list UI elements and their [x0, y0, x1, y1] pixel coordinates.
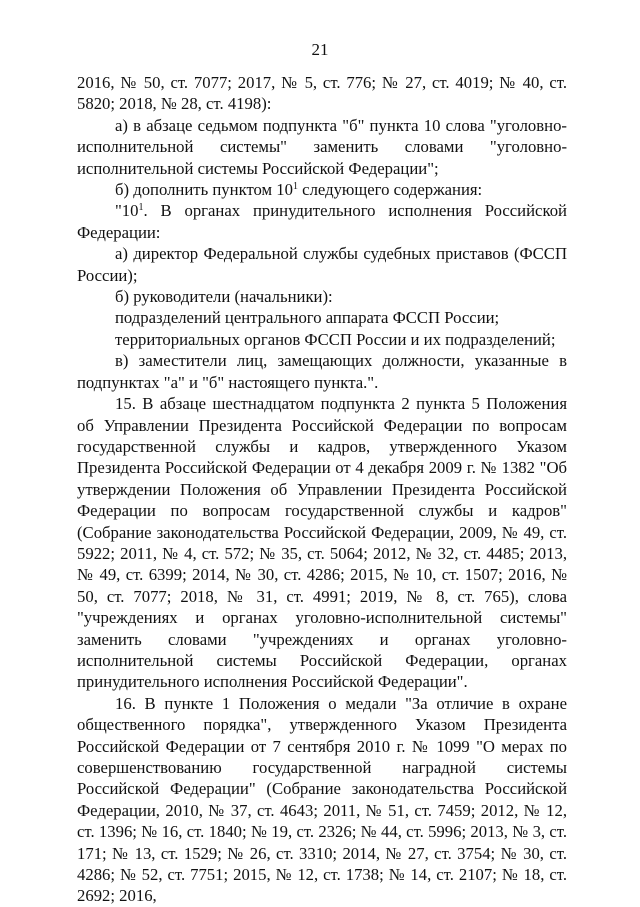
- paragraph-item-b: [77, 179, 567, 200]
- paragraph-subitem-a: а) директор Федеральной службы судебных приставов (ФССП России);: [77, 244, 567, 285]
- paragraph-subitem-c: в) заместители лиц, замещающих должности, указанные в подпунктах "а" и "б" настоящего пункта.".: [77, 351, 567, 392]
- paragraph-subitem-b-1: подразделений центрального аппарата ФССП России;: [115, 308, 500, 328]
- paragraph-point-10-1: [77, 200, 567, 243]
- paragraph-subitem-b-2: территориальных органов ФССП России и их подразделений;: [115, 329, 556, 349]
- paragraph-item-a: а) в абзаце седьмом подпункта "б" пункта 10 слова "уголовно-исполнительной системы" заменить словами "уголовно-исполнительной системы Российской Федерации";: [77, 115, 567, 178]
- document-body: [77, 72, 567, 907]
- superscript: 1: [138, 202, 144, 214]
- paragraph-16: 16. В пункте 1 Положения о медали "За отличие в охране общественного порядка", утвержденного Указом Президента Российской Федерации от 7 сентября 2010 г. № 1099 "О мерах по совершенствованию государственной наградной системы Российской Федерации" (Собрание законодательства Российской Федерации, 2010, № 37, ст. 4643; 2011, № 51, ст. 7459; 2012, № 12, ст. 1396; № 16, ст. 1840; № 19, ст. 2326; № 44, ст. 5996; 2013, № 3, ст. 171; № 13, ст. 1529; № 26, ст. 3310; 2014, № 27, ст. 3754; № 30, ст. 4286; № 52, ст. 7751; 2015, № 12, ст. 1738; № 14, ст. 2107; № 18, ст. 2692; 2016,: [77, 693, 567, 906]
- paragraph-text: . В органах принудительного исполнения Российской Федерации:: [77, 201, 567, 242]
- paragraph-text: следующего содержания:: [297, 180, 483, 200]
- paragraph-subitem-b: б) руководители (начальники):: [115, 287, 333, 307]
- paragraph-15: 15. В абзаце шестнадцатом подпункта 2 пункта 5 Положения об Управлении Президента Российской Федерации по вопросам государственной службы и кадров, утвержденного Указом Президента Российской Федерации от 4 декабря 2009 г. № 1382 "Об утверждении Положения об Управлении Президента Российской Федерации по вопросам государственной службы и кадров" (Собрание законодательства Российской Федерации, 2009, № 49, ст. 5922; 2011, № 4, ст. 572; № 35, ст. 5064; 2012, № 32, ст. 4485; 2013, № 49, ст. 6399; 2014, № 30, ст. 4286; 2015, № 10, ст. 1507; 2016, № 50, ст. 7077; 2018, № 31, ст. 4991; 2019, № 8, ст. 765), слова "учреждениях и органах уголовно-исполнительной системы" заменить словами "учреждениях и органах уголовно-исполнительной системы Российской Федерации, органах принудительного исполнения Российской Федерации".: [77, 394, 567, 692]
- paragraph-text: б) дополнить пунктом 10: [115, 180, 293, 200]
- page-number: 21: [311, 40, 329, 59]
- paragraph-continuation: 2016, № 50, ст. 7077; 2017, № 5, ст. 776; № 27, ст. 4019; № 40, ст. 5820; 2018, № 28, ст. 4198):: [77, 73, 567, 114]
- paragraph-text: "10: [115, 201, 139, 221]
- superscript: 1: [292, 181, 298, 193]
